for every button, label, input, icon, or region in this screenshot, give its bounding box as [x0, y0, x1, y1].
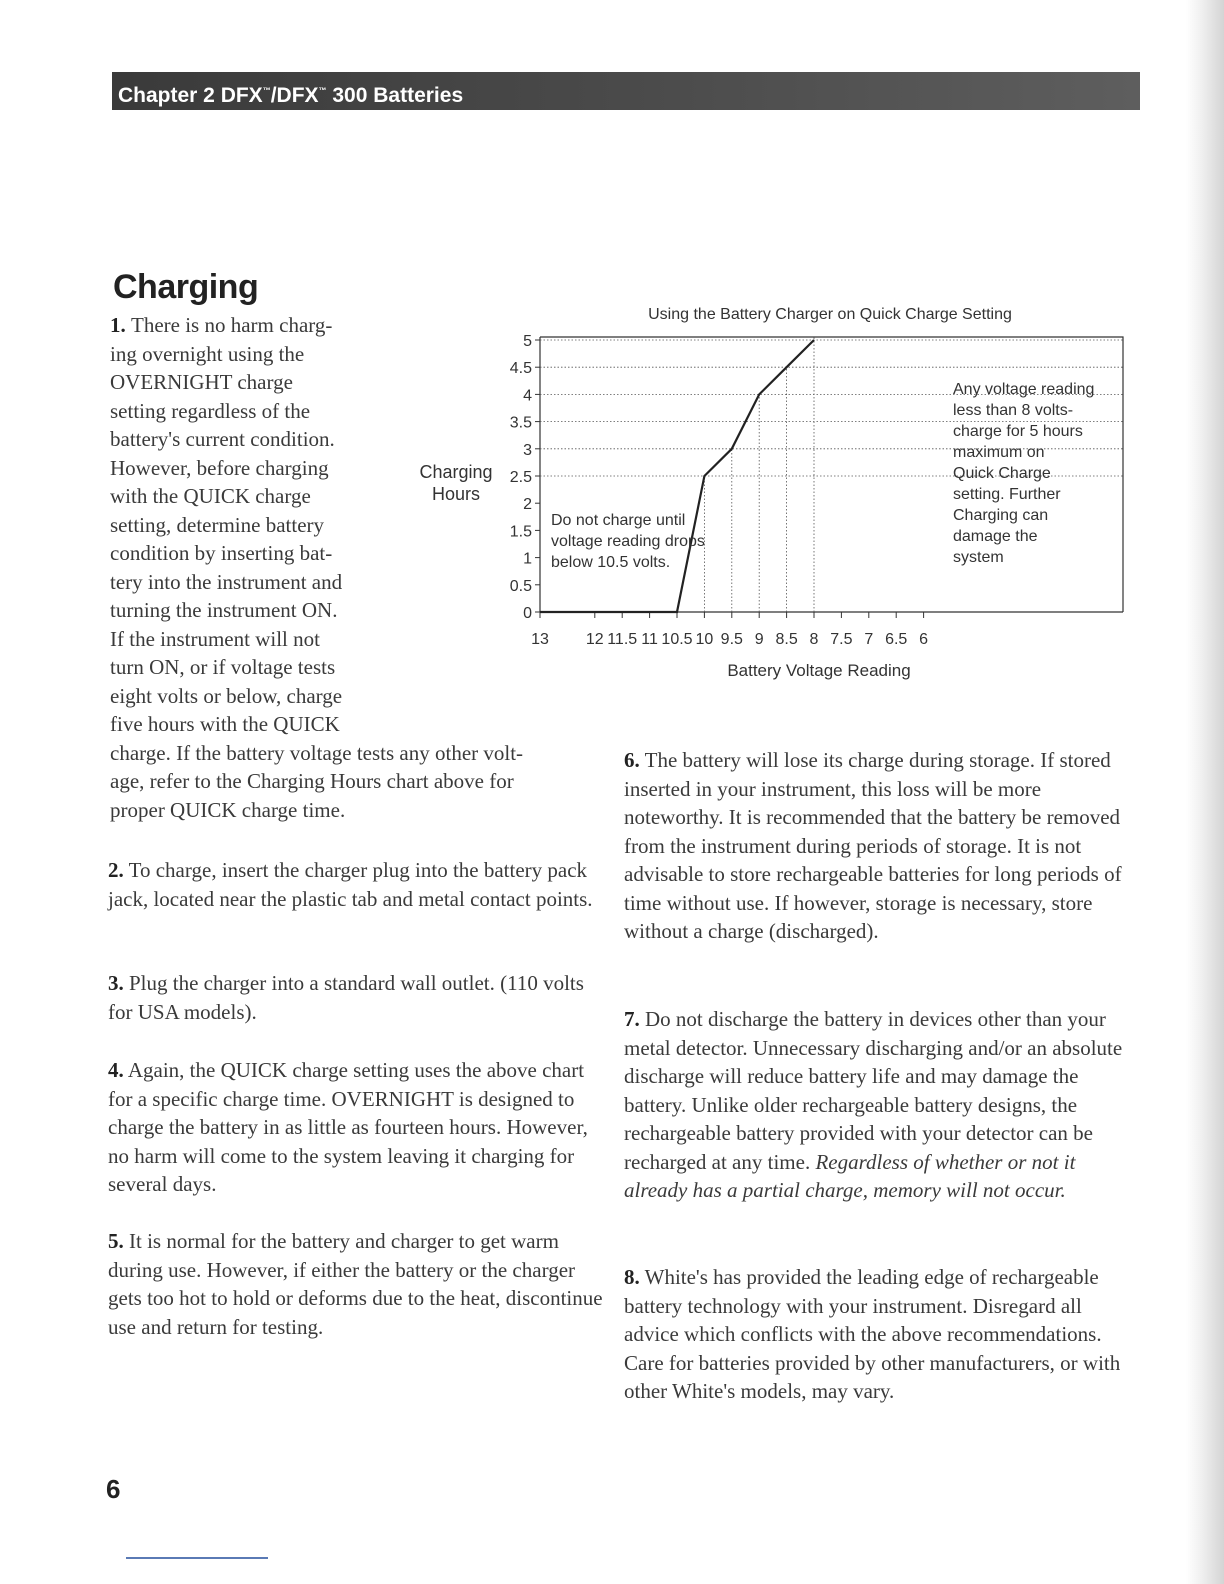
paragraph-number: 1. — [110, 313, 131, 337]
paragraph-number: 6. — [624, 748, 640, 772]
paragraph-number: 5. — [108, 1229, 124, 1253]
paragraph-line: However, before charging — [110, 455, 329, 480]
page-number: 6 — [106, 1474, 121, 1504]
paragraph-text: White's has provided the leading edge of rechargeable battery technology with your instrument. Disregard all advice which conflicts with the above recommendations. Care for batteries provided by other manufacturers, or with other White's models, may vary. — [624, 1265, 1121, 1403]
paragraph-line: ing overnight using the — [110, 341, 305, 366]
paragraph-6 — [624, 746, 1124, 946]
paragraph-line: battery's current condition. — [110, 427, 335, 451]
paragraph-line: turning the instrument ON. — [110, 598, 338, 622]
y-tick-label: 5 — [523, 333, 532, 350]
paragraph-text: Do not discharge the battery in devices other than your metal detector. Unnecessary discharging and/or an absolute discharge will reduce battery life and may damage the battery. Unlike older rechargeable battery designs, the rechargeable battery provided with your detector can be recharged at any time. — [624, 1007, 1123, 1174]
x-tick-label: 13 — [531, 631, 549, 648]
right-annotation-line: maximum on — [953, 444, 1045, 461]
paragraph-text: Plug the charger into a standard wall outlet. (110 volts for USA models). — [108, 971, 584, 1024]
right-annotation-line: charge for 5 hours — [953, 423, 1083, 440]
y-tick-label: 3 — [523, 441, 532, 459]
paragraph-8 — [624, 1263, 1124, 1406]
x-tick-label: 9.5 — [720, 631, 743, 648]
paragraph-line: OVERNIGHT charge — [110, 370, 293, 394]
y-axis-label-line: Hours — [431, 484, 481, 504]
paragraph-text: To charge, insert the charger plug into the battery pack jack, located near the plastic tab and metal contact points. — [108, 858, 593, 911]
x-axis-label: Battery Voltage Reading — [727, 661, 911, 680]
x-tick-label: 7 — [864, 631, 874, 648]
paragraph-line: setting, determine battery — [110, 512, 325, 537]
paragraph-line: with the QUICK charge — [110, 484, 311, 508]
chapter-title-part: 300 Batteries — [326, 84, 464, 107]
paragraph-text: The battery will lose its charge during storage. If stored inserted in your instrument, this loss will be more noteworthy. It is recommended that the battery be removed from the instrument during periods of storage. It is not advisable to store rechargeable batteries for long periods of time without use. If however, storage is necessary, store without a charge (discharged). — [624, 748, 1122, 943]
right-annotation-line: Any voltage reading — [953, 381, 1095, 398]
y-tick-label: 4 — [523, 387, 532, 405]
y-axis-label-line: Charging — [419, 462, 493, 482]
paragraph-number: 4. — [108, 1058, 124, 1082]
paragraph-line: proper QUICK charge time. — [110, 797, 346, 822]
paragraph-line: eight volts or below, charge — [110, 683, 343, 708]
paragraph-7 — [624, 1005, 1124, 1205]
paragraph-line: age, refer to the Charging Hours chart above for — [110, 769, 514, 793]
paragraph-line: condition by inserting bat- — [110, 541, 333, 565]
x-tick-label: 11.5 — [607, 631, 638, 648]
right-annotation-line: setting. Further — [953, 486, 1061, 503]
paragraph-number: 2. — [108, 858, 124, 882]
right-annotation-line: Charging can — [953, 507, 1049, 524]
paragraph-number: 8. — [624, 1265, 640, 1289]
trademark-mark: ™ — [318, 86, 327, 95]
y-tick-label: 0 — [523, 605, 532, 622]
x-tick-label: 6 — [919, 631, 929, 648]
chart-title: Using the Battery Charger on Quick Charge Setting — [648, 306, 1012, 323]
x-tick-label: 10 — [695, 631, 714, 648]
x-tick-label: 8.5 — [775, 631, 798, 648]
paragraph-line: tery into the instrument and — [110, 569, 343, 594]
right-annotation-line: less than 8 volts- — [953, 402, 1074, 419]
x-tick-label: 6.5 — [885, 631, 908, 648]
paragraph-number: 3. — [108, 971, 124, 995]
paragraph-number: 7. — [624, 1007, 640, 1031]
y-tick-label: 2 — [523, 496, 532, 514]
chapter-title-part: Chapter 2 DFX — [118, 84, 263, 107]
x-tick-label: 11 — [641, 631, 658, 648]
right-annotation-line: damage the — [953, 528, 1038, 545]
y-tick-label: 1 — [523, 550, 532, 568]
paragraph-1 — [110, 311, 602, 824]
chapter-title-part: /DFX — [270, 84, 319, 107]
y-tick-label: 4.5 — [509, 360, 532, 378]
left-annotation-line: voltage reading drops — [551, 533, 705, 550]
paragraph-line: charge. If the battery voltage tests any other volt- — [110, 740, 524, 765]
footer-rule — [126, 1557, 268, 1559]
paragraph-italic-text: Regardless of whether or not it already has a partial charge, memory will not occur. — [624, 1149, 1076, 1202]
left-annotation-line: Do not charge until — [551, 512, 686, 529]
paragraph-line: If the instrument will not — [110, 626, 320, 651]
paragraph-3 — [108, 969, 608, 1026]
x-tick-label: 10.5 — [661, 631, 693, 648]
y-tick-label: 2.5 — [509, 469, 532, 486]
x-tick-label: 8 — [809, 631, 819, 648]
paragraph-text: Again, the QUICK charge setting uses the above chart for a specific charge time. OVERNIGHT is designed to charge the battery in as little as fourteen hours. However, no harm will come to the system leaving it charging for several days. — [108, 1058, 588, 1196]
paragraph-4 — [108, 1056, 608, 1199]
y-tick-label: 1.5 — [509, 523, 532, 541]
paragraph-text: It is normal for the battery and charger to get warm during use. However, if either the battery or the charger gets too hot to hold or deforms due to the heat, discontinue use and return for testing. — [108, 1229, 603, 1339]
paragraph-line: five hours with the QUICK — [110, 712, 340, 736]
y-tick-label: 0.5 — [509, 577, 532, 595]
section-title: Charging — [113, 268, 259, 306]
trademark-mark: ™ — [262, 86, 271, 95]
paragraph-line: setting regardless of the — [110, 398, 311, 423]
page-edge-shadow — [1186, 0, 1224, 1584]
x-tick-label: 9 — [754, 631, 764, 648]
paragraph-5 — [108, 1227, 608, 1341]
left-annotation-line: below 10.5 volts. — [551, 554, 671, 571]
x-tick-label: 7.5 — [830, 631, 853, 648]
chapter-header — [112, 72, 1140, 110]
right-annotation-line: system — [953, 549, 1004, 566]
x-tick-label: 12 — [585, 631, 604, 648]
paragraph-2 — [108, 856, 608, 913]
y-tick-label: 3.5 — [509, 414, 532, 432]
right-annotation-line: Quick Charge — [953, 465, 1051, 482]
paragraph-line: 1. There is no harm charg- — [110, 313, 333, 337]
paragraph-line: turn ON, or if voltage tests — [110, 655, 336, 679]
